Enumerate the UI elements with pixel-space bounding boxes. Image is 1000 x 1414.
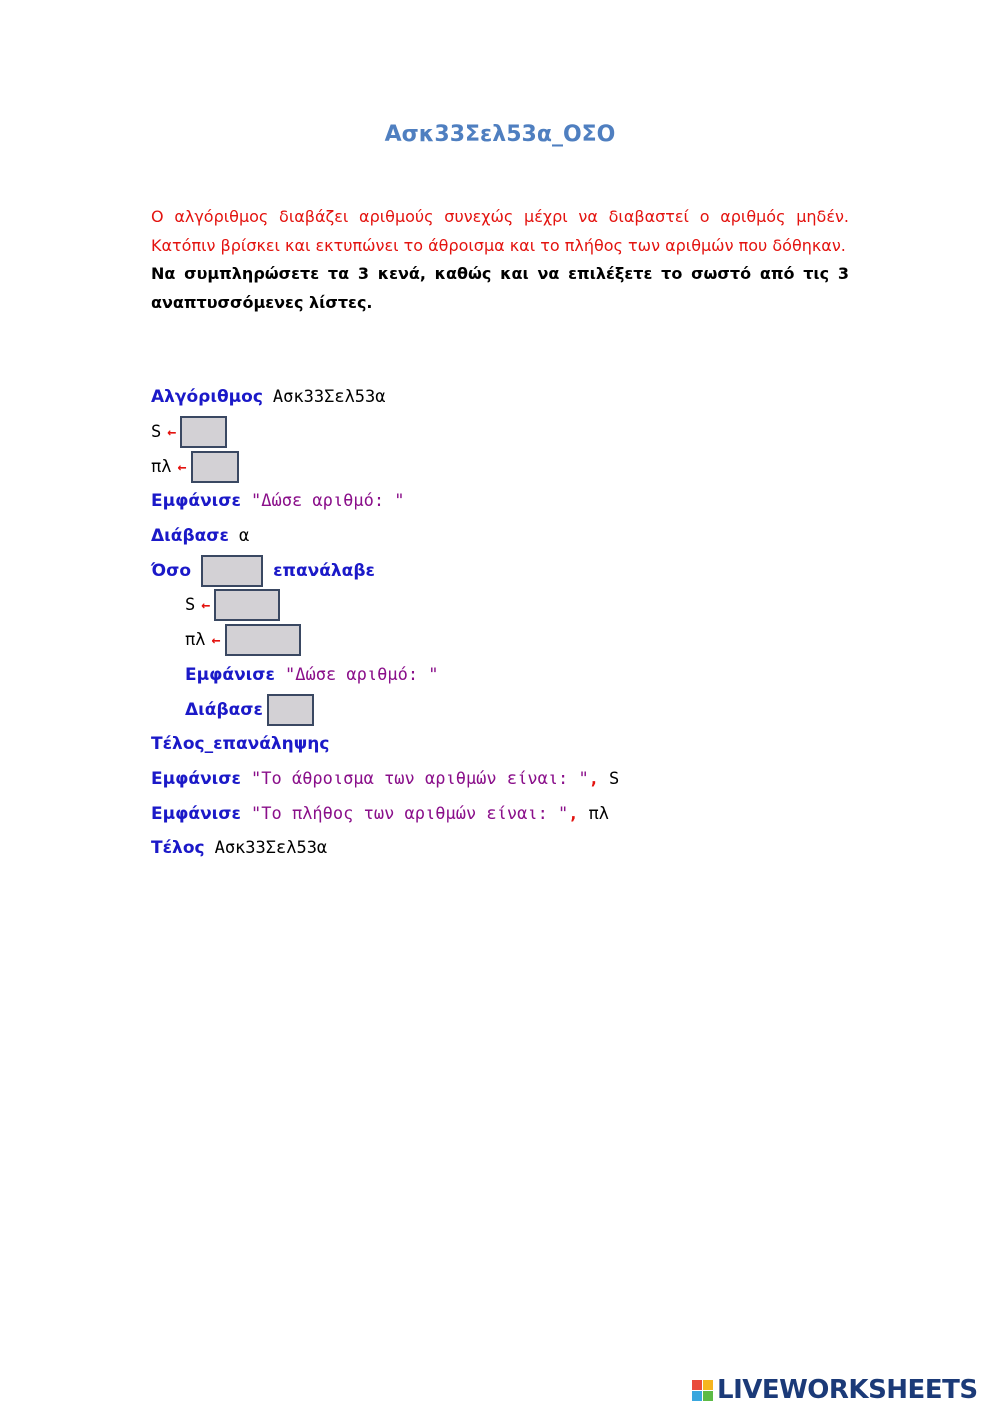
- blank-loop-pl[interactable]: [225, 624, 301, 656]
- kw-display: Εμφάνισε: [151, 803, 242, 824]
- kw-display: Εμφάνισε: [151, 768, 242, 789]
- assign-arrow: ←: [211, 631, 221, 650]
- description-line-1: Ο αλγόριθμος διαβάζει αριθμούς συνεχώς μέχρι να διαβαστεί ο αριθμός μηδέν.: [151, 207, 849, 226]
- kw-display: Εμφάνισε: [151, 491, 242, 512]
- kw-while: Όσο: [151, 560, 192, 581]
- var-pl: πλ: [151, 456, 172, 477]
- assign-arrow: ←: [201, 596, 211, 615]
- kw-end: Τέλος: [151, 838, 205, 859]
- line-while: [151, 553, 851, 588]
- logo-square-blue: [692, 1391, 702, 1401]
- prompt-string: "Δώσε αριθμό: ": [285, 664, 439, 685]
- logo-square-yellow: [703, 1380, 713, 1390]
- blank-loop-s[interactable]: [214, 589, 280, 621]
- line-display-sum: [151, 762, 851, 797]
- blank-init-pl[interactable]: [191, 451, 239, 483]
- line-loop-pl: [151, 623, 851, 658]
- liveworksheets-brand: LIVEWORKSHEETS: [717, 1375, 978, 1405]
- blank-loop-read[interactable]: [267, 694, 314, 726]
- kw-algorithm: Αλγόριθμος: [151, 387, 263, 408]
- assign-arrow: ←: [167, 423, 177, 442]
- description-line-2: Κατόπιν βρίσκει και εκτυπώνει το άθροισμα και το πλήθος των αριθμών που δόθηκαν.: [151, 235, 846, 255]
- var-pl: πλ: [185, 630, 206, 651]
- liveworksheets-footer: [692, 1374, 978, 1406]
- comma: ,: [588, 768, 600, 789]
- line-init-pl: [151, 449, 851, 484]
- comma: ,: [568, 803, 579, 824]
- var-a: α: [239, 526, 250, 547]
- kw-repeat: επανάλαβε: [273, 560, 375, 581]
- page-title: Ασκ33Σελ53α_ΟΣΟ: [384, 122, 616, 147]
- sum-string: "Το άθροισμα των αριθμών είναι: ": [251, 768, 589, 789]
- line-algorithm: [151, 380, 851, 415]
- kw-read: Διάβασε: [185, 699, 264, 720]
- kw-read: Διάβασε: [151, 526, 230, 547]
- liveworksheets-logo-icon: [692, 1380, 713, 1401]
- logo-square-red: [692, 1380, 702, 1390]
- kw-display: Εμφάνισε: [185, 664, 276, 685]
- var-pl: πλ: [588, 803, 610, 824]
- line-loop-display: [151, 658, 851, 693]
- line-read-a: [151, 519, 851, 554]
- line-display-count: [151, 796, 851, 831]
- var-s: S: [151, 422, 162, 443]
- line-end: [151, 831, 851, 866]
- instructions: Να συμπληρώσετε τα 3 κενά, καθώς και να επιλέξετε το σωστό από τις 3 αναπτυσσόμενες λίστες.: [151, 264, 849, 312]
- var-s: S: [609, 768, 620, 789]
- algorithm-code: [151, 380, 851, 866]
- line-end-loop: [151, 727, 851, 762]
- blank-init-s[interactable]: [180, 416, 227, 448]
- kw-end-loop: Τέλος_επανάληψης: [151, 734, 330, 755]
- line-loop-s: [151, 588, 851, 623]
- line-init-s: [151, 415, 851, 450]
- end-algorithm-name: Ασκ33Σελ53α: [214, 838, 328, 859]
- blank-while-condition[interactable]: [201, 555, 263, 587]
- logo-square-green: [703, 1391, 713, 1401]
- algorithm-name: Ασκ33Σελ53α: [272, 387, 386, 408]
- count-string: "Το πλήθος των αριθμών είναι: ": [251, 803, 569, 824]
- var-s: S: [185, 595, 196, 616]
- line-display-prompt: [151, 484, 851, 519]
- intro-text: [151, 203, 849, 317]
- assign-arrow: ←: [177, 457, 187, 476]
- line-loop-read: [151, 692, 851, 727]
- prompt-string: "Δώσε αριθμό: ": [251, 491, 405, 512]
